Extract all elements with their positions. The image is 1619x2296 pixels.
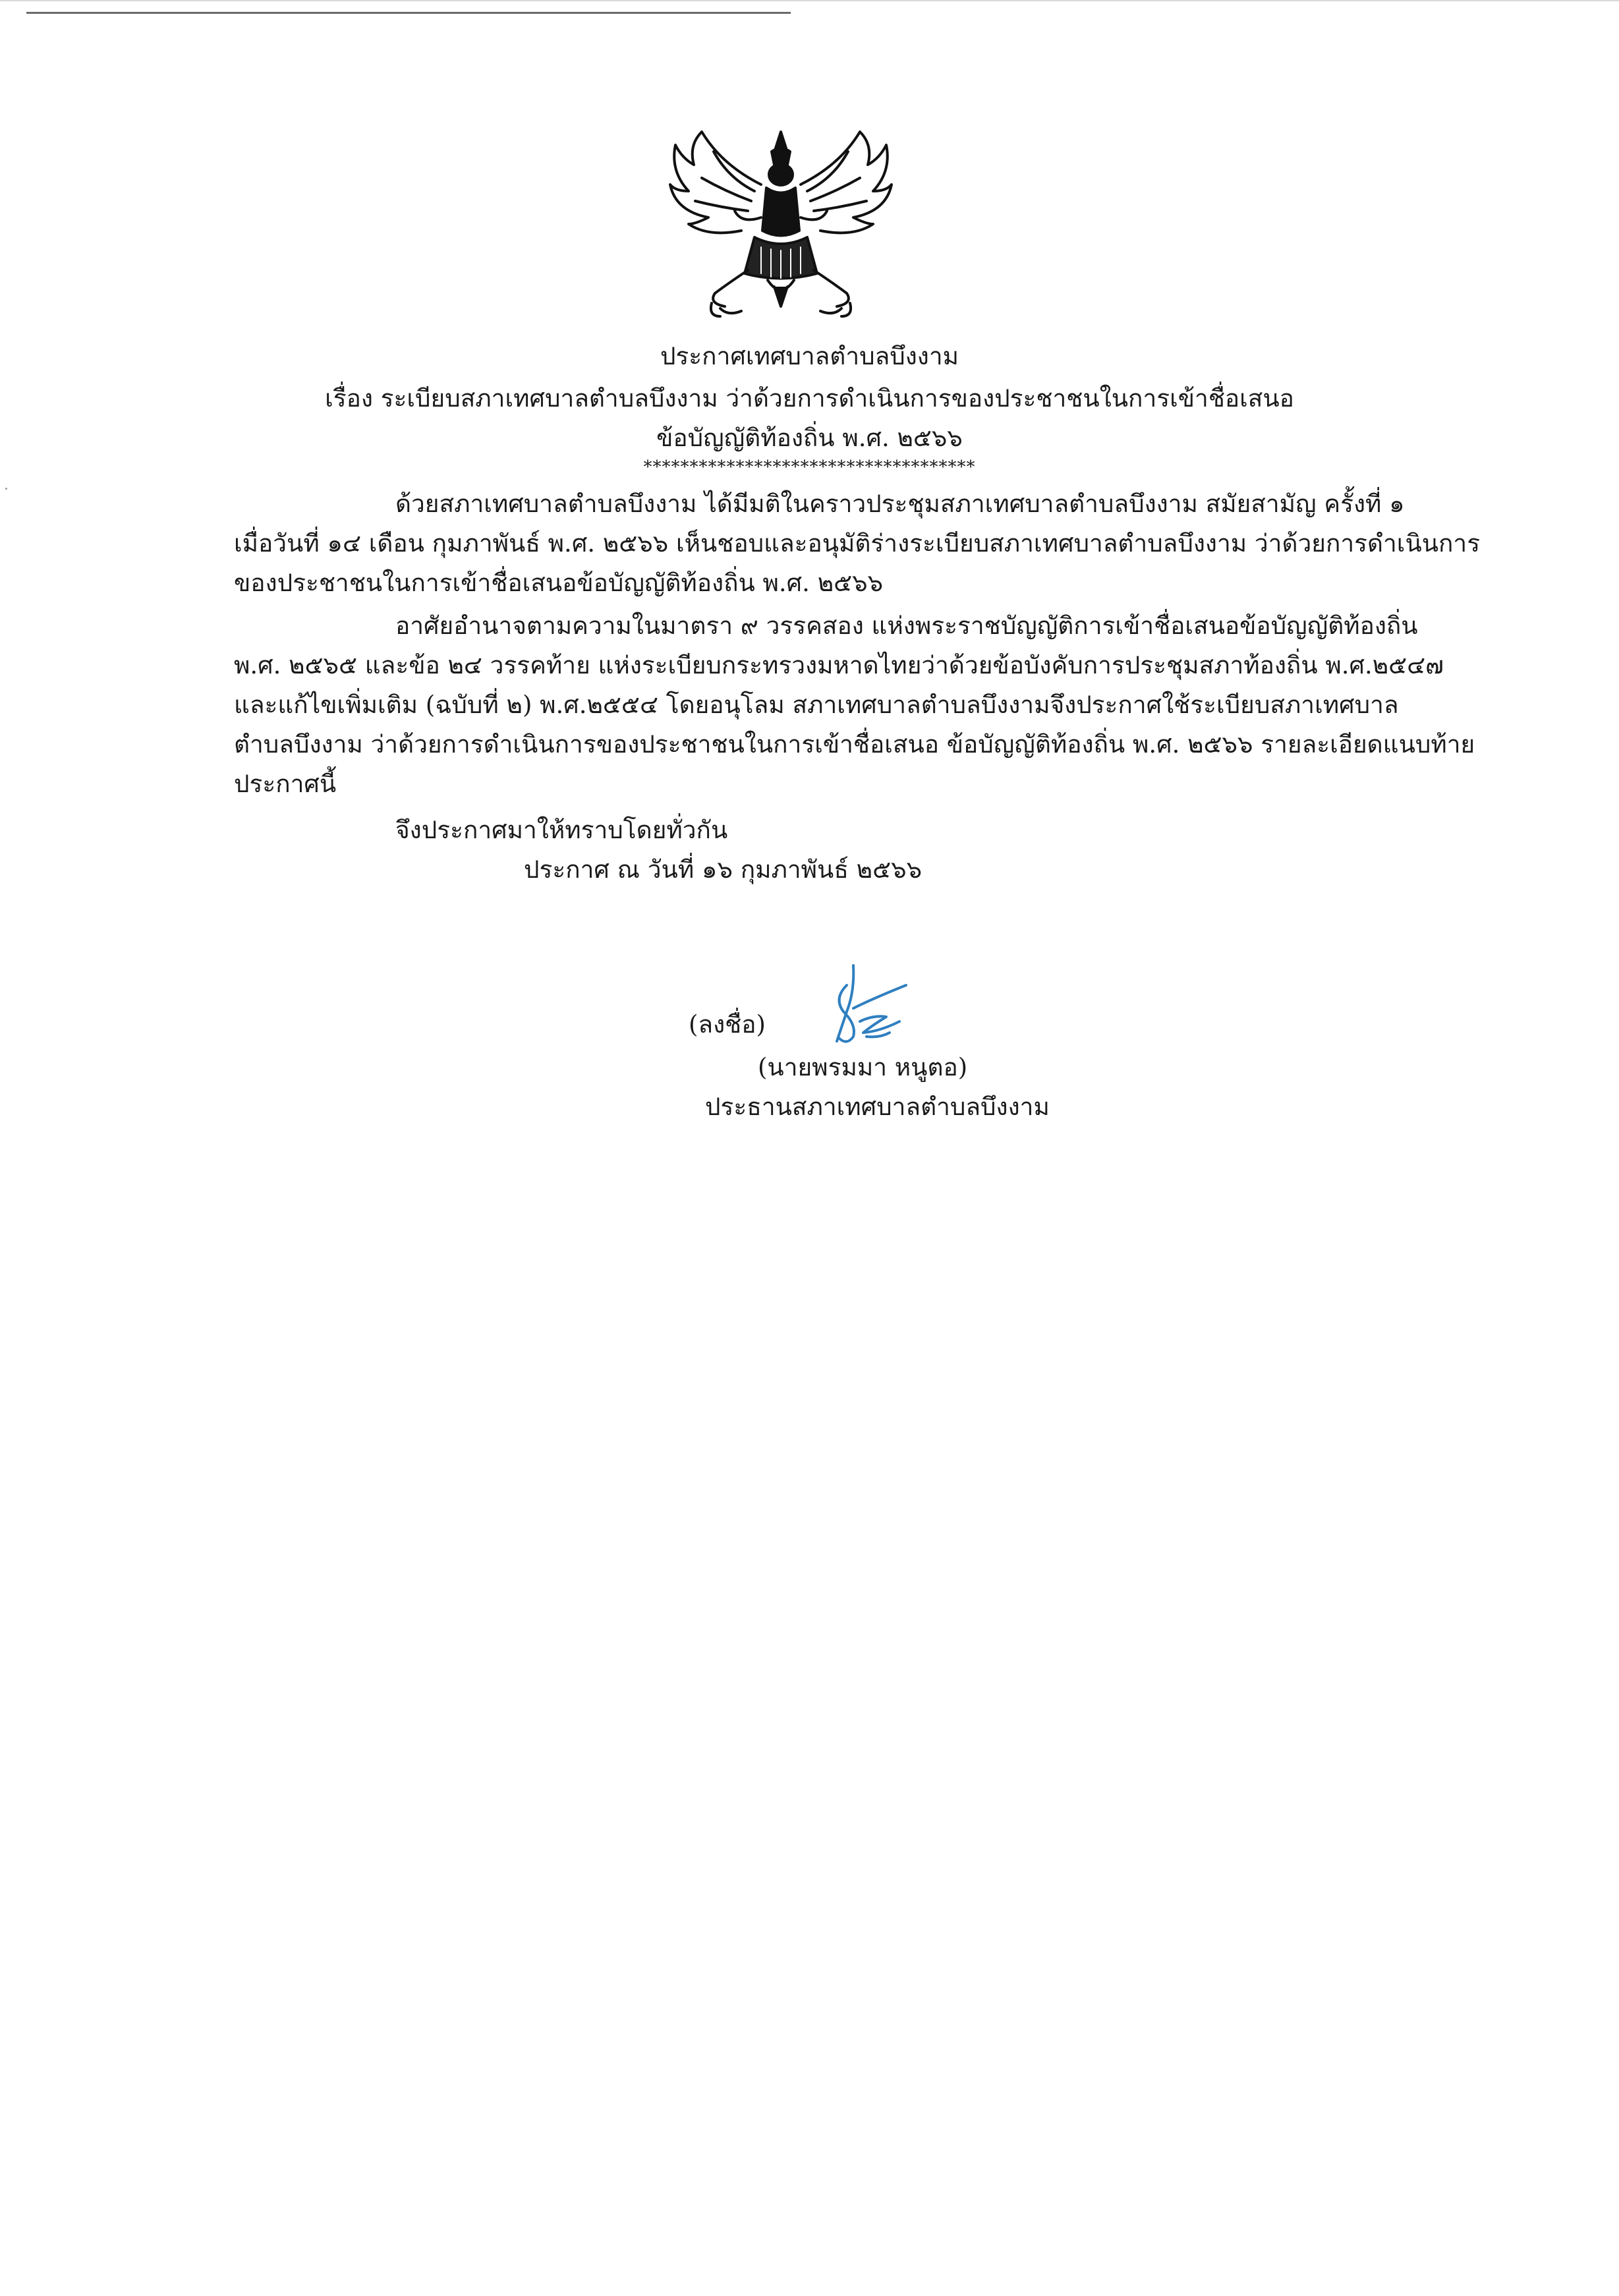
scan-top-shadow (26, 12, 791, 14)
handwritten-signature-icon (807, 959, 926, 1058)
announcement-date: ประกาศ ณ วันที่ ๑๖ กุมภาพันธ์ ๒๕๖๖ (524, 855, 923, 884)
body-para2-line5: ประกาศนี้ (234, 770, 337, 798)
scan-speck (5, 488, 7, 490)
signed-label: (ลงชื่อ) (689, 1010, 766, 1039)
body-para1-line3: ของประชาชนในการเข้าชื่อเสนอข้อบัญญัติท้องถิ่น พ.ศ. ๒๕๖๖ (234, 569, 884, 597)
body-para2-line3: และแก้ไขเพิ่มเติม (ฉบับที่ ๒) พ.ศ.๒๕๕๔ โดยอนุโลม สภาเทศบาลตำบลบึงงามจึงประกาศใช้ระเบียบสภาเทศบาล (234, 691, 1399, 719)
scan-top-edge (0, 0, 1619, 1)
subject-line-1: เรื่อง ระเบียบสภาเทศบาลตำบลบึงงาม ว่าด้วยการดำเนินการของประชาชนในการเข้าชื่อเสนอ (325, 384, 1294, 413)
body-para1-line1: ด้วยสภาเทศบาลตำบลบึงงาม ได้มีมติในคราวประชุมสภาเทศบาลตำบลบึงงาม สมัยสามัญ ครั้งที่ ๑ (395, 490, 1405, 518)
closing-statement: จึงประกาศมาให้ทราบโดยทั่วกัน (395, 816, 728, 844)
signatory-name: (นายพรมมา หนูตอ) (758, 1053, 968, 1081)
body-para2-line4: ตำบลบึงงาม ว่าด้วยการดำเนินการของประชาชนในการเข้าชื่อเสนอ ข้อบัญญัติท้องถิ่น พ.ศ. ๒๕๖๖ รายละเอียดแนบท้าย (234, 730, 1475, 759)
body-para2-line2: พ.ศ. ๒๕๖๕ และข้อ ๒๔ วรรคท้าย แห่งระเบียบกระทรวงมหาดไทยว่าด้วยข้อบังคับการประชุมสภาท้องถิ่น พ.ศ.๒๕๔๗ (234, 651, 1444, 679)
body-para2-line1: อาศัยอำนาจตามความในมาตรา ๙ วรรคสอง แห่งพระราชบัญญัติการเข้าชื่อเสนอข้อบัญญัติท้องถิ่น (395, 612, 1418, 640)
signatory-position: ประธานสภาเทศบาลตำบลบึงงาม (705, 1093, 1050, 1121)
header-separator: ************************************ (643, 457, 976, 477)
subject-line-2: ข้อบัญญัติท้องถิ่น พ.ศ. ๒๕๖๖ (656, 424, 963, 452)
body-para1-line2: เมื่อวันที่ ๑๔ เดือน กุมภาพันธ์ พ.ศ. ๒๕๖๖ เห็นชอบและอนุมัติร่างระเบียบสภาเทศบาลตำบลบึงงาม ว่าด้วยการดำเนินการ (234, 529, 1481, 558)
announcement-title: ประกาศเทศบาลตำบลบึงงาม (660, 342, 959, 370)
garuda-emblem-icon (662, 119, 899, 330)
